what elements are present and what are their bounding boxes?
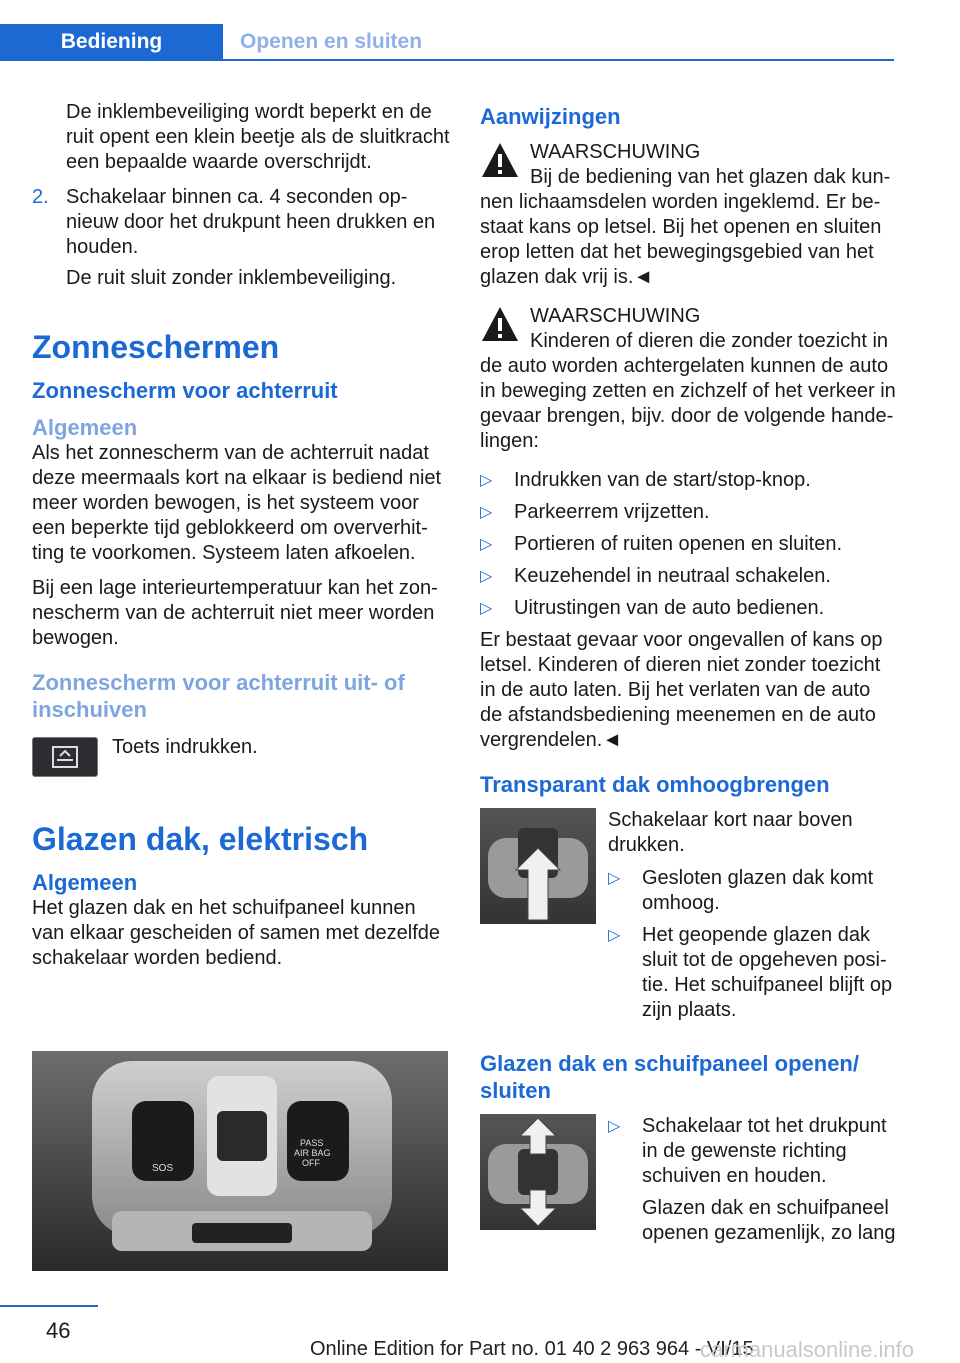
header-divider <box>0 59 894 61</box>
watermark: carmanualsonline.info <box>700 1337 915 1362</box>
list-item: ▷ Keuzehendel in neutraal schakelen. <box>480 565 831 587</box>
warning-text: Kinderen of dieren die zonder toezicht in de auto worden achtergelaten kunnen de auto in beweging zetten en zichzelf of het verkeer in gevaar brengen, bijv. door de volgende handelingen: <box>480 330 896 452</box>
triangle-right-icon: ▷ <box>480 536 493 553</box>
list-item: ▷ Indrukken van de start/stop-knop. <box>480 469 811 491</box>
heading-zonneschermen: Zonneschermen <box>32 329 280 365</box>
list-item: ▷ Schakelaar tot het drukpunt in de gewenste richting schuiven en houden. <box>608 1115 887 1187</box>
continued-paragraph: De inklembeveiliging wordt beperkt en de ruit opent een klein beetje als de sluitkracht een bepaalde waarde overschrijdt. <box>66 101 450 173</box>
warning-2 <box>480 304 896 454</box>
warning-triangle-icon <box>480 140 520 180</box>
pass-label: PASS <box>300 1138 324 1148</box>
page-number: 46 <box>46 1318 71 1343</box>
button-instruction <box>32 735 450 777</box>
heading-transparant-dak: Transparant dak omhoogbrengen <box>480 772 830 797</box>
step-result: De ruit sluit zonder inklembeveiliging. <box>66 267 397 289</box>
paragraph: Als het zonnescherm van de achterruit nadat deze meermaals kort na elkaar is bediend niet meer worden bewogen, is het systeem voor een beperkte tijd geblokkeerd om oververhitting te voorkomen. Systeem laten afkoelen. <box>32 442 442 564</box>
page-header <box>0 0 960 62</box>
paragraph: Er bestaat gevaar voor ongevallen of kans op letsel. Kinderen of dieren niet zonder toezicht in de auto laten. Bij het verlaten van de auto de afstandsbediening meenemen en de auto vergrendelen.◄ <box>480 629 883 751</box>
right-column <box>480 100 896 1256</box>
bullet-list <box>480 468 896 621</box>
heading-algemeen-2: Algemeen <box>32 870 138 895</box>
openen-section <box>480 1114 896 1256</box>
paragraph: Bij een lage interieurtemperatuur kan het zonnescherm van de achterruit niet meer worden bewogen. <box>32 577 438 649</box>
heading-glazen-dak: Glazen dak, elektrisch <box>32 821 369 857</box>
edition-text: Online Edition for Part no. 01 40 2 963 964 - VI/15 <box>310 1338 754 1360</box>
triangle-right-icon: ▷ <box>480 504 493 521</box>
triangle-right-icon: ▷ <box>608 1118 621 1135</box>
tab-bediening[interactable]: Bediening <box>0 24 223 60</box>
transparant-section <box>480 808 896 1030</box>
tab-openen-en-sluiten[interactable]: Openen en sluiten <box>240 30 423 53</box>
step-text: Schakelaar binnen ca. 4 seconden opnieuw door het drukpunt heen drukken en houden. <box>66 186 436 258</box>
switch-updown-figure <box>480 1114 596 1230</box>
list-item: ▷ Gesloten glazen dak komt omhoog. <box>608 867 874 914</box>
left-column <box>32 100 450 981</box>
warning-title: WAARSCHUWING <box>530 141 701 163</box>
list-item: ▷ Parkeerrem vrijzetten. <box>480 501 710 523</box>
triangle-right-icon: ▷ <box>608 927 621 944</box>
list-item: ▷ Portieren of ruiten openen en sluiten. <box>480 533 842 555</box>
heading-aanwijzingen: Aanwijzingen <box>480 104 621 129</box>
triangle-right-icon: ▷ <box>480 600 493 617</box>
paragraph: Schakelaar kort naar boven drukken. <box>608 809 853 856</box>
toets-text: Toets indrukken. <box>112 736 258 758</box>
triangle-right-icon: ▷ <box>608 870 621 887</box>
switch-up-figure <box>480 808 596 924</box>
paragraph: Het glazen dak en het schuifpaneel kunnen van elkaar gescheiden of samen met dezelfde schakelaar worden bediend. <box>32 897 441 969</box>
overhead-console-photo <box>32 1051 448 1271</box>
warning-triangle-icon <box>480 304 520 344</box>
heading-zonnescherm-achterruit: Zonnescherm voor achterruit <box>32 378 338 403</box>
warning-title: WAARSCHUWING <box>530 305 701 327</box>
sunblind-button-image <box>32 737 98 777</box>
triangle-right-icon: ▷ <box>480 568 493 585</box>
heading-openen-sluiten: Glazen dak en schuifpaneel openen/ sluiten <box>480 1051 859 1103</box>
paragraph: Glazen dak en schuifpaneel openen gezamenlijk, zo lang <box>642 1197 896 1244</box>
sos-label: SOS <box>152 1163 174 1174</box>
warning-text: Bij de bediening van het glazen dak kunnen lichaamsdelen worden ingeklemd. Er bestaat kans op letsel. Bij het openen en sluiten erop letten dat het bewegingsgebied van het glazen dak vrij is.◄ <box>480 166 891 288</box>
footer-divider <box>0 1305 98 1307</box>
heading-algemeen: Algemeen <box>32 415 138 440</box>
heading-uit-inschuiven: Zonnescherm voor achterruit uit- of inschuiven <box>32 670 405 722</box>
warning-1 <box>480 140 896 290</box>
list-item: ▷ Het geopende glazen dak sluit tot de opgeheven positie. Het schuifpaneel blijft op zijn plaats. <box>608 924 893 1021</box>
triangle-right-icon: ▷ <box>480 472 493 489</box>
step-number: 2. <box>32 186 49 208</box>
airbag-label: AIR BAG <box>294 1148 331 1158</box>
sunblind-icon <box>33 738 97 776</box>
list-item: ▷ Uitrustingen van de auto bedienen. <box>480 597 825 619</box>
step-2 <box>32 185 450 260</box>
off-label: OFF <box>302 1158 320 1168</box>
